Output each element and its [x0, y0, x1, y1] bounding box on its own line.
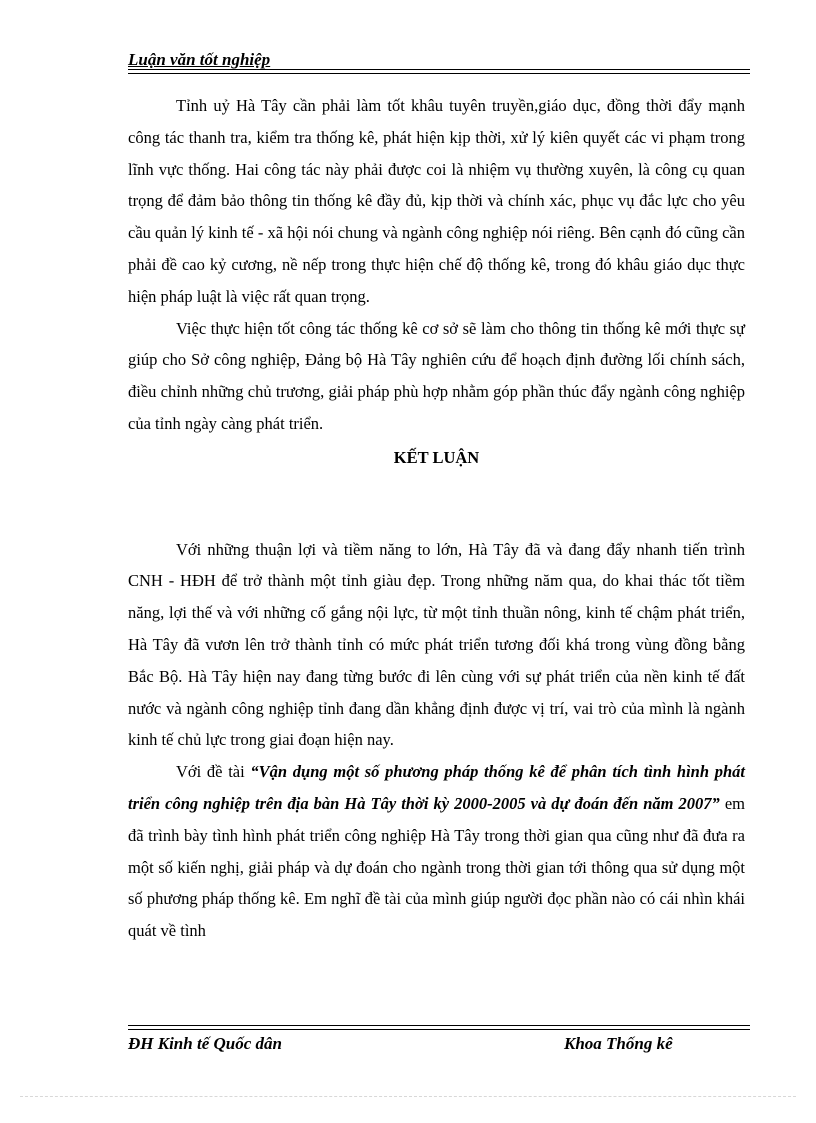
paragraph-4-rest: em đã trình bày tình hình phát triển công nghiệp Hà Tây trong thời gian qua cũng như đã đưa ra một số kiến nghị, giải pháp và dự đoán cho ngành trong thời gian tới thông qua sử dụng một số phương pháp thống kê. Em nghĩ đề tài của mình giúp người đọc phần nào có cái nhìn khái quát về tình — [128, 793, 745, 941]
paragraph-2: Việc thực hiện tốt công tác thống kê cơ sở sẽ làm cho thông tin thống kê mới thực sự giúp cho Sở công nghiệp, Đảng bộ Hà Tây nghiên cứu để hoạch định đường lối chính sách, điều chỉnh những chủ trương, giải pháp phù hợp nhằm góp phần thúc đẩy ngành công nghiệp của tỉnh ngày càng phát triển. — [128, 318, 745, 433]
paragraph-4 — [128, 756, 745, 947]
section-heading: KẾT LUẬN — [393, 447, 480, 467]
footer-double-rule — [128, 1025, 750, 1030]
paragraph-3: Với những thuận lợi và tiềm năng to lớn, Hà Tây đã và đang đẩy nhanh tiến trình CNH - HĐH để trở thành một tỉnh giàu đẹp. Trong những năm qua, do khai thác tốt tiềm năng, lợi thế và với những cố gắng nội lực, từ một tỉnh thuần nông, kinh tế chậm phát triển, Hà Tây đã vươn lên trở thành tỉnh có mức phát triển tương đối khá trong vùng đồng bằng Bắc Bộ. Hà Tây hiện nay đang từng bước đi lên cùng với sự phát triển của nền kinh tế đất nước và ngành công nghiệp tỉnh đang dần khẳng định được vị trí, vai trò của mình là ngành kinh tế chủ lực trong giai đoạn hiện nay. — [128, 539, 745, 750]
body-text — [128, 90, 745, 947]
footer-faculty: Khoa Thống kê — [564, 1034, 673, 1053]
thesis-topic: “Vận dụng một số phương pháp thống kê để phân tích tình hình phát triển công nghiệp trên địa bàn Hà Tây thời kỳ 2000-2005 và dự đoán đến năm 2007” — [128, 762, 745, 813]
paragraph-1: Tỉnh uỷ Hà Tây cần phải làm tốt khâu tuyên truyền,giáo dục, đồng thời đẩy mạnh công tác thanh tra, kiểm tra thống kê, phát hiện kịp thời, xử lý kiên quyết các vi phạm trong lĩnh vực thống. Hai công tác này phải được coi là nhiệm vụ thường xuyên, là công cụ quan trọng để đảm bảo thông tin thống kê đầy đủ, kịp thời và chính xác, phục vụ đắc lực cho yêu cầu quản lý kinh tế - xã hội nói chung và ngành công nghiệp nói riêng. Bên cạnh đó cũng cần phải đề cao kỷ cương, nề nếp trong thực hiện chế độ thống kê, trong đó khâu giáo dục thực hiện pháp luật là việc rất quan trọng. — [128, 96, 745, 306]
page-bottom-edge — [20, 1096, 796, 1097]
running-header-title: Luận văn tốt nghiệp — [128, 50, 271, 69]
header-double-rule — [128, 69, 750, 74]
paragraph-4-lead: Với đề tài — [176, 762, 251, 782]
footer-university: ĐH Kinh tế Quốc dân — [128, 1034, 282, 1053]
